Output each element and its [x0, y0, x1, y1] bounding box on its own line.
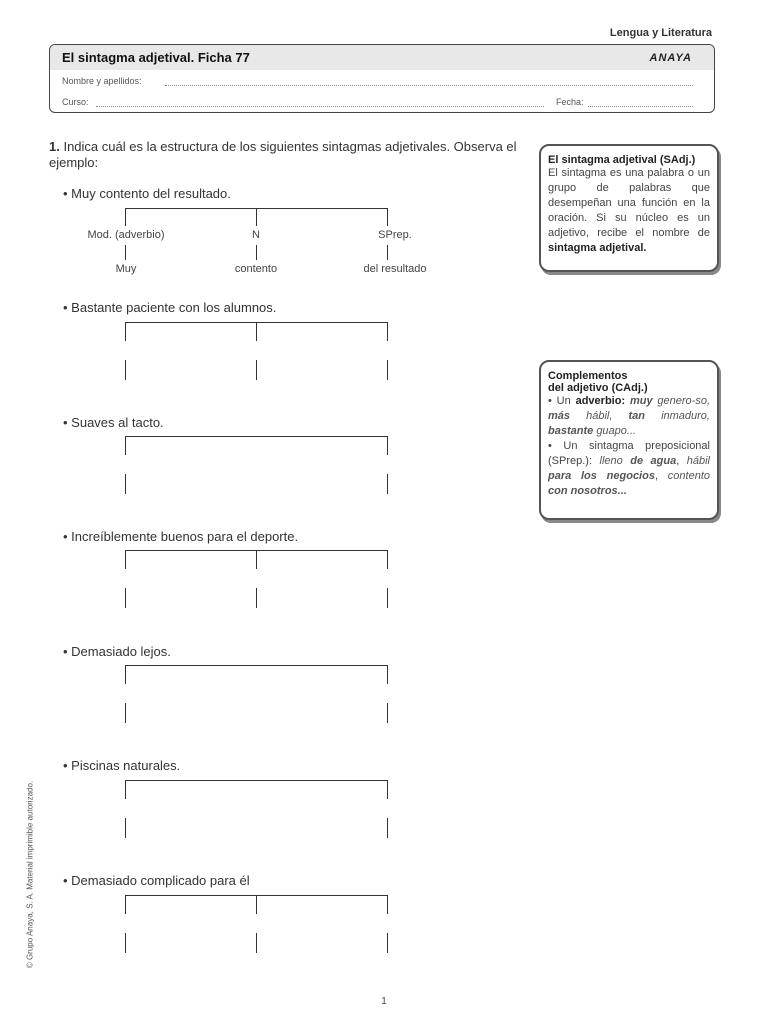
complement-sprep: • Un sintagma preposicional (SPrep.): lleno de agua, hábil para los negocios, contento con nosotros...: [548, 440, 710, 497]
exercise-instruction-text: Indica cuál es la estructura de los siguientes sintagmas adjetivales. Observa el ejemplo:: [49, 139, 517, 170]
answer-tree[interactable]: [125, 665, 388, 725]
brand-logo: ANAYA: [649, 52, 692, 64]
example-category: Mod. (adverbio): [87, 229, 165, 241]
sidebox-complements: [539, 360, 719, 520]
example-tree: [125, 208, 388, 226]
example-phrase: • Muy contento del resultado.: [63, 186, 231, 201]
name-field-label: Nombre y apellidos:: [62, 76, 142, 86]
answer-tree[interactable]: [125, 550, 388, 610]
date-field[interactable]: [588, 98, 693, 107]
sidebox-definition-text: El sintagma es una palabra o un grupo de palabras que desempeñan una función en la oración. Si su núcleo es un adjetivo, recibe el nombre de sintagma adjetival.: [548, 167, 710, 254]
sidebox-definition-title: El sintagma adjetival (SAdj.): [548, 154, 696, 166]
answer-tree[interactable]: [125, 436, 388, 496]
sidebox-complements-title: del adjetivo (CAdj.): [548, 382, 648, 394]
course-field[interactable]: [96, 98, 544, 107]
exercise-item: • Bastante paciente con los alumnos.: [63, 300, 277, 315]
example-category: N: [252, 229, 260, 241]
complement-adverb: • Un adverbio: muy genero-so, más hábil, tan inmaduro, bastante guapo...: [548, 395, 711, 437]
page-number: 1: [381, 996, 387, 1007]
subject-label: Lengua y Literatura: [609, 27, 712, 39]
exercise-number: 1.: [49, 139, 60, 154]
example-category: SPrep.: [378, 229, 412, 241]
worksheet-header: [49, 44, 715, 113]
exercise-item: • Demasiado complicado para él: [63, 873, 250, 888]
example-word: Muy: [115, 263, 137, 275]
copyright-notice: © Grupo Anaya, S. A. Material imprimible autorizado.: [25, 780, 35, 969]
header-title-bar: [50, 45, 714, 70]
example-word: contento: [234, 263, 278, 275]
exercise-instruction: [49, 139, 527, 171]
answer-tree[interactable]: [125, 322, 388, 382]
worksheet-title: El sintagma adjetival. Ficha 77: [62, 50, 250, 65]
date-field-label: Fecha:: [556, 97, 584, 107]
course-field-label: Curso:: [62, 97, 89, 107]
sidebox-complements-title: Complementos: [548, 370, 628, 382]
answer-tree[interactable]: [125, 895, 388, 955]
example-word: del resultado: [363, 263, 427, 275]
exercise-item: • Increíblemente buenos para el deporte.: [63, 529, 299, 544]
exercise-item: • Piscinas naturales.: [63, 758, 181, 773]
exercise-item: • Demasiado lejos.: [63, 644, 171, 659]
sidebox-definition: [539, 144, 719, 272]
exercise-item: • Suaves al tacto.: [63, 415, 164, 430]
answer-tree[interactable]: [125, 780, 388, 840]
name-field[interactable]: [165, 77, 693, 86]
